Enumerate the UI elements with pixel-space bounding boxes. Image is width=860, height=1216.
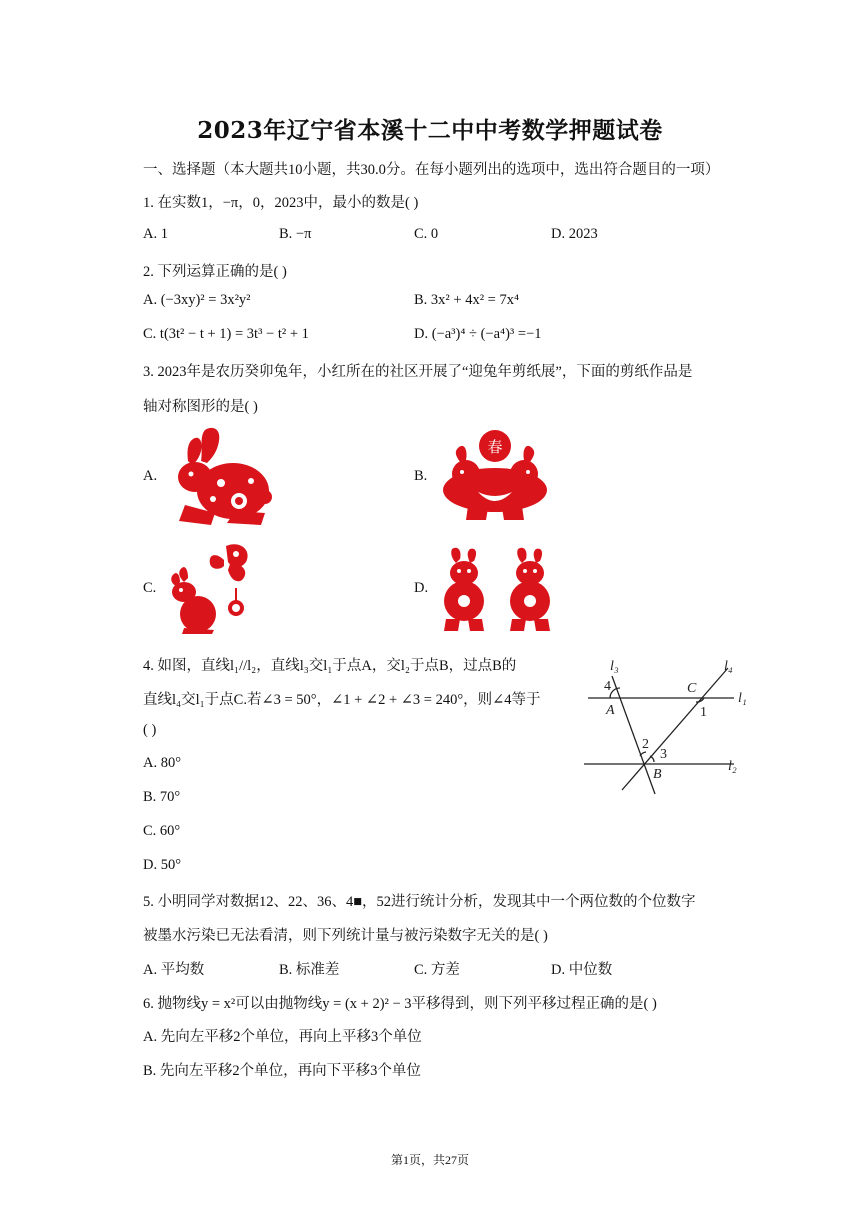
q1-option-a: A. 1: [143, 226, 168, 242]
q3-stem-line1: 3. 2023年是农历癸卯兔年，小红所在的社区开展了“迎兔年剪纸展”，下面的剪纸作品是: [143, 364, 693, 380]
label-l2: l₂: [728, 759, 737, 774]
label-l3: l₃: [610, 659, 619, 674]
line-l4: [622, 668, 728, 790]
rabbit-butterfly-papercut-c: [166, 540, 262, 636]
q1-stem: 1. 在实数1，−π，0，2023中，最小的数是( ): [143, 195, 419, 211]
label-angle-1: 1: [700, 705, 707, 720]
q2-stem: 2. 下列运算正确的是( ): [143, 264, 287, 280]
q6-option-b: B. 先向左平移2个单位，再向下平移3个单位: [143, 1063, 421, 1079]
q4-option-d: D. 50°: [143, 857, 182, 873]
rabbit-papercut-a: [165, 425, 273, 527]
q3-option-b: B.: [414, 468, 428, 484]
angle-3-arc: [650, 756, 654, 762]
label-angle-3: 3: [660, 747, 667, 762]
q3-option-a: A.: [143, 468, 158, 484]
q3-option-c: C.: [143, 580, 157, 596]
q2-option-a: A. (−3xy)² = 3x²y²: [143, 292, 251, 308]
q4-stem-line1: 4. 如图，直线l₁//l₂，直线l₃交l₁于点A，交l₂于点B，过点B的: [143, 658, 517, 674]
q4-option-a: A. 80°: [143, 755, 182, 771]
q5-stem-line2: 被墨水污染已无法看清，则下列统计量与被污染数字无关的是( ): [143, 928, 548, 944]
q2-option-c: C. t(3t² − t + 1) = 3t³ − t² + 1: [143, 326, 309, 342]
q5-option-d: D. 中位数: [551, 962, 613, 978]
rabbits-pair-papercut-d: [438, 545, 556, 633]
q5-option-b: B. 标准差: [279, 962, 340, 978]
seal-glyph: 春: [487, 438, 503, 456]
angle-2-arc: [640, 752, 646, 756]
rabbits-papercut-b: [438, 430, 552, 522]
label-l4: l₄: [724, 659, 733, 674]
q1-option-c: C. 0: [414, 226, 439, 242]
q4-stem-line2: 直线l₄交l₁于点C.若∠3 = 50°，∠1 + ∠2 + ∠3 = 240°，则∠4等于: [143, 692, 541, 708]
q3-option-d: D.: [414, 580, 429, 596]
q1-option-d: D. 2023: [551, 226, 598, 242]
q2-option-d: D. (−a³)⁴ ÷ (−a⁴)³ =−1: [414, 326, 542, 342]
q6-option-a: A. 先向左平移2个单位，再向上平移3个单位: [143, 1029, 422, 1045]
q5-stem-line1: 5. 小明同学对数据12、22、36、4■，52进行统计分析，发现其中一个两位数的个位数字: [143, 894, 696, 910]
label-angle-2: 2: [642, 737, 649, 752]
q5-option-a: A. 平均数: [143, 962, 205, 978]
q6-stem: 6. 抛物线y = x²可以由抛物线y = (x + 2)² − 3平移得到，则下列平移过程正确的是( ): [143, 996, 657, 1012]
label-l1: l₁: [738, 691, 747, 706]
label-point-c: C: [687, 681, 697, 696]
label-point-a: A: [606, 703, 615, 718]
label-point-b: B: [653, 767, 662, 782]
page-title: 2023年辽宁省本溪十二中中考数学押题试卷: [197, 117, 663, 144]
q4-option-b: B. 70°: [143, 789, 181, 805]
q3-stem-line2: 轴对称图形的是( ): [143, 399, 258, 415]
q4-geometry-figure: [580, 652, 756, 798]
label-angle-4: 4: [604, 679, 611, 694]
section-heading: 一、选择题（本大题共10小题，共30.0分。在每小题列出的选项中，选出符合题目的一项）: [143, 162, 720, 178]
q1-option-b: B. −π: [279, 226, 312, 242]
page-footer: 第1页，共27页: [390, 1153, 469, 1167]
q2-option-b: B. 3x² + 4x² = 7x⁴: [414, 292, 520, 308]
q5-option-c: C. 方差: [414, 962, 460, 978]
q4-stem-line3: ( ): [143, 722, 157, 738]
q4-option-c: C. 60°: [143, 823, 181, 839]
